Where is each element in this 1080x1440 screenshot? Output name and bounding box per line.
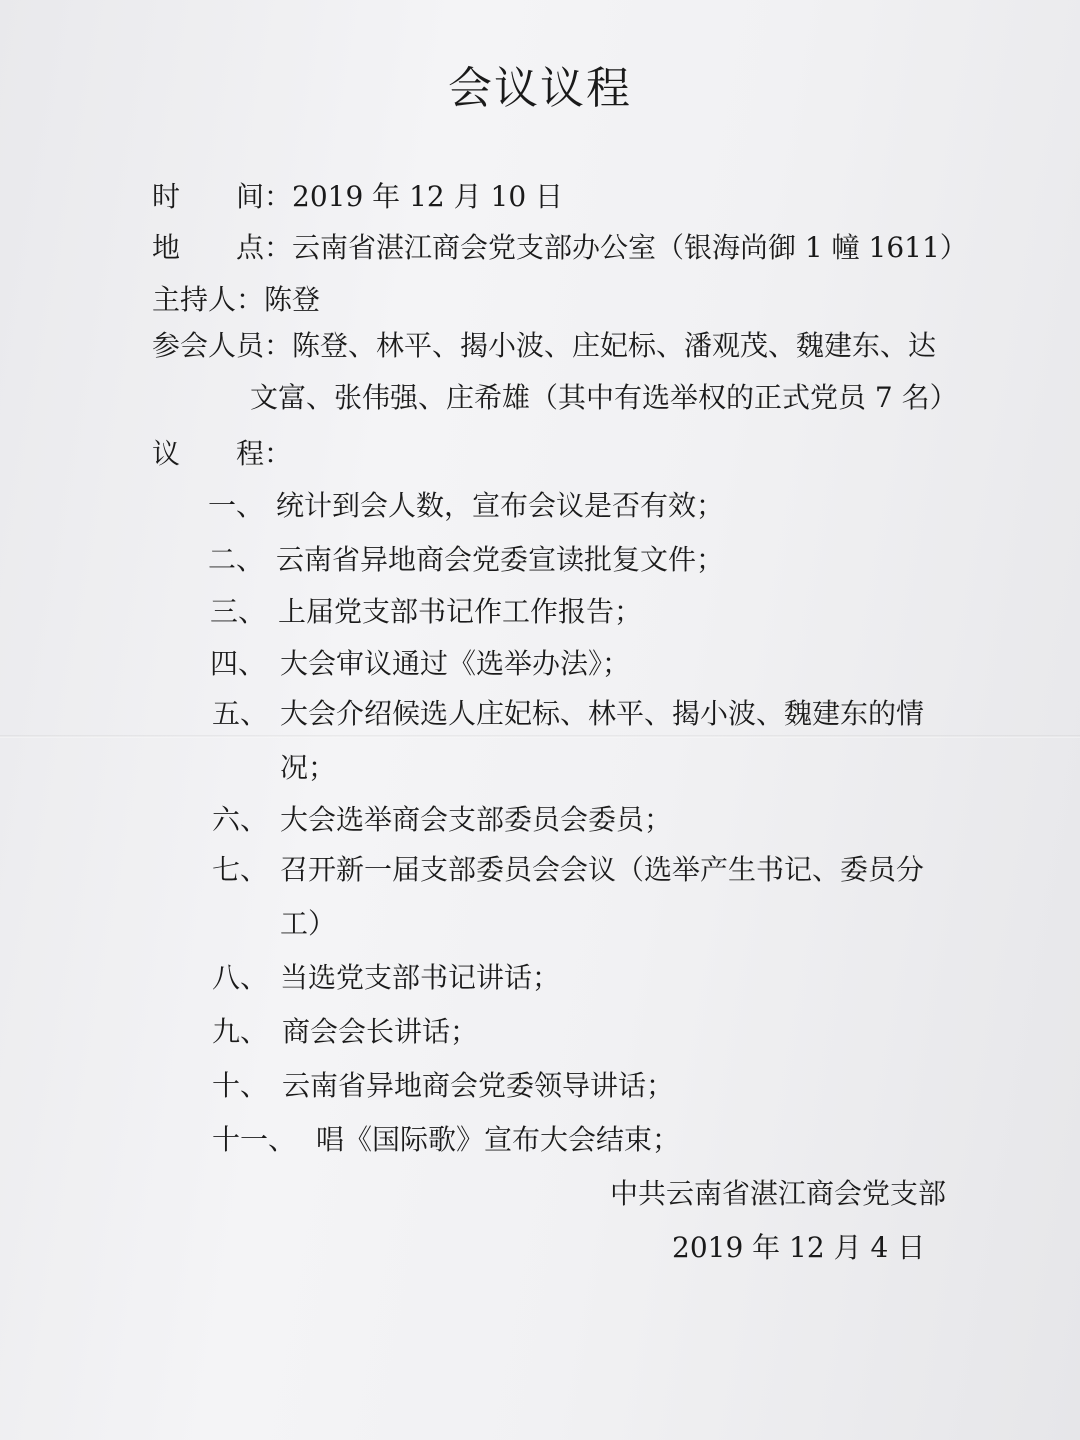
agenda-number: 四、 [210, 647, 267, 680]
signature-date: 2019 年 12 月 4 日 [672, 1231, 926, 1264]
agenda-number: 三、 [210, 595, 267, 628]
agenda-item-1 [208, 484, 724, 524]
agenda-item-6 [212, 798, 672, 838]
place-row [152, 226, 968, 266]
agenda-number: 十、 [212, 1069, 269, 1102]
agenda-text: 当选党支部书记讲话； [280, 961, 561, 994]
signature-org: 中共云南省湛江商会党支部 [610, 1177, 947, 1210]
agenda-text: 上届党支部书记作工作报告； [278, 595, 643, 628]
agenda-item-5-cont: 况； [280, 751, 337, 784]
agenda-text: 大会审议通过《选举办法》； [280, 647, 631, 680]
attendees-label: 参会人员： [152, 329, 293, 362]
agenda-number: 六、 [212, 803, 269, 836]
agenda-text: 云南省异地商会党委宣读批复文件； [276, 543, 725, 576]
agenda-number: 二、 [208, 543, 265, 576]
attendees-line-1: 陈登、林平、揭小波、庄妃标、潘观茂、魏建东、达 [292, 329, 937, 362]
host-value: 陈登 [264, 283, 321, 316]
time-label: 时 间： [152, 180, 293, 213]
agenda-item-7-cont: 工） [280, 907, 337, 940]
attendees-line-2: 文富、张伟强、庄希雄（其中有选举权的正式党员 7 名） [250, 381, 958, 414]
agenda-item-9 [212, 1010, 478, 1050]
agenda-number: 十一、 [212, 1123, 297, 1156]
agenda-label: 议 程： [152, 437, 293, 470]
agenda-item-5 [212, 692, 924, 732]
agenda-item-4 [210, 642, 630, 682]
time-value: 2019 年 12 月 10 日 [292, 180, 564, 213]
agenda-number: 八、 [212, 961, 269, 994]
agenda-number: 五、 [212, 697, 269, 730]
agenda-item-7 [212, 848, 924, 888]
agenda-item-2 [208, 538, 724, 578]
attendees-row [152, 324, 936, 364]
host-row [152, 278, 320, 318]
paper-fold [0, 735, 1080, 738]
agenda-item-10 [212, 1064, 674, 1104]
agenda-text: 云南省异地商会党委领导讲话； [282, 1069, 675, 1102]
agenda-text: 召开新一届支部委员会会议（选举产生书记、委员分 [280, 853, 925, 886]
agenda-text: 统计到会人数，宣布会议是否有效； [276, 489, 725, 522]
agenda-text: 大会介绍候选人庄妃标、林平、揭小波、魏建东的情 [280, 697, 925, 730]
host-label: 主持人： [152, 283, 265, 316]
agenda-item-11 [212, 1118, 680, 1158]
agenda-text: 唱《国际歌》宣布大会结束； [316, 1123, 681, 1156]
place-label: 地 点： [152, 231, 293, 264]
agenda-text: 大会选举商会支部委员会委员； [280, 803, 673, 836]
agenda-text: 商会会长讲话； [282, 1015, 479, 1048]
agenda-number: 九、 [212, 1015, 269, 1048]
time-row [152, 175, 563, 215]
page-title: 会议议程 [448, 63, 632, 114]
agenda-item-3 [210, 590, 642, 630]
agenda-item-8 [212, 956, 560, 996]
place-value: 云南省湛江商会党支部办公室（银海尚御 1 幢 1611） [292, 231, 968, 264]
agenda-number: 七、 [212, 853, 269, 886]
agenda-number: 一、 [208, 489, 265, 522]
